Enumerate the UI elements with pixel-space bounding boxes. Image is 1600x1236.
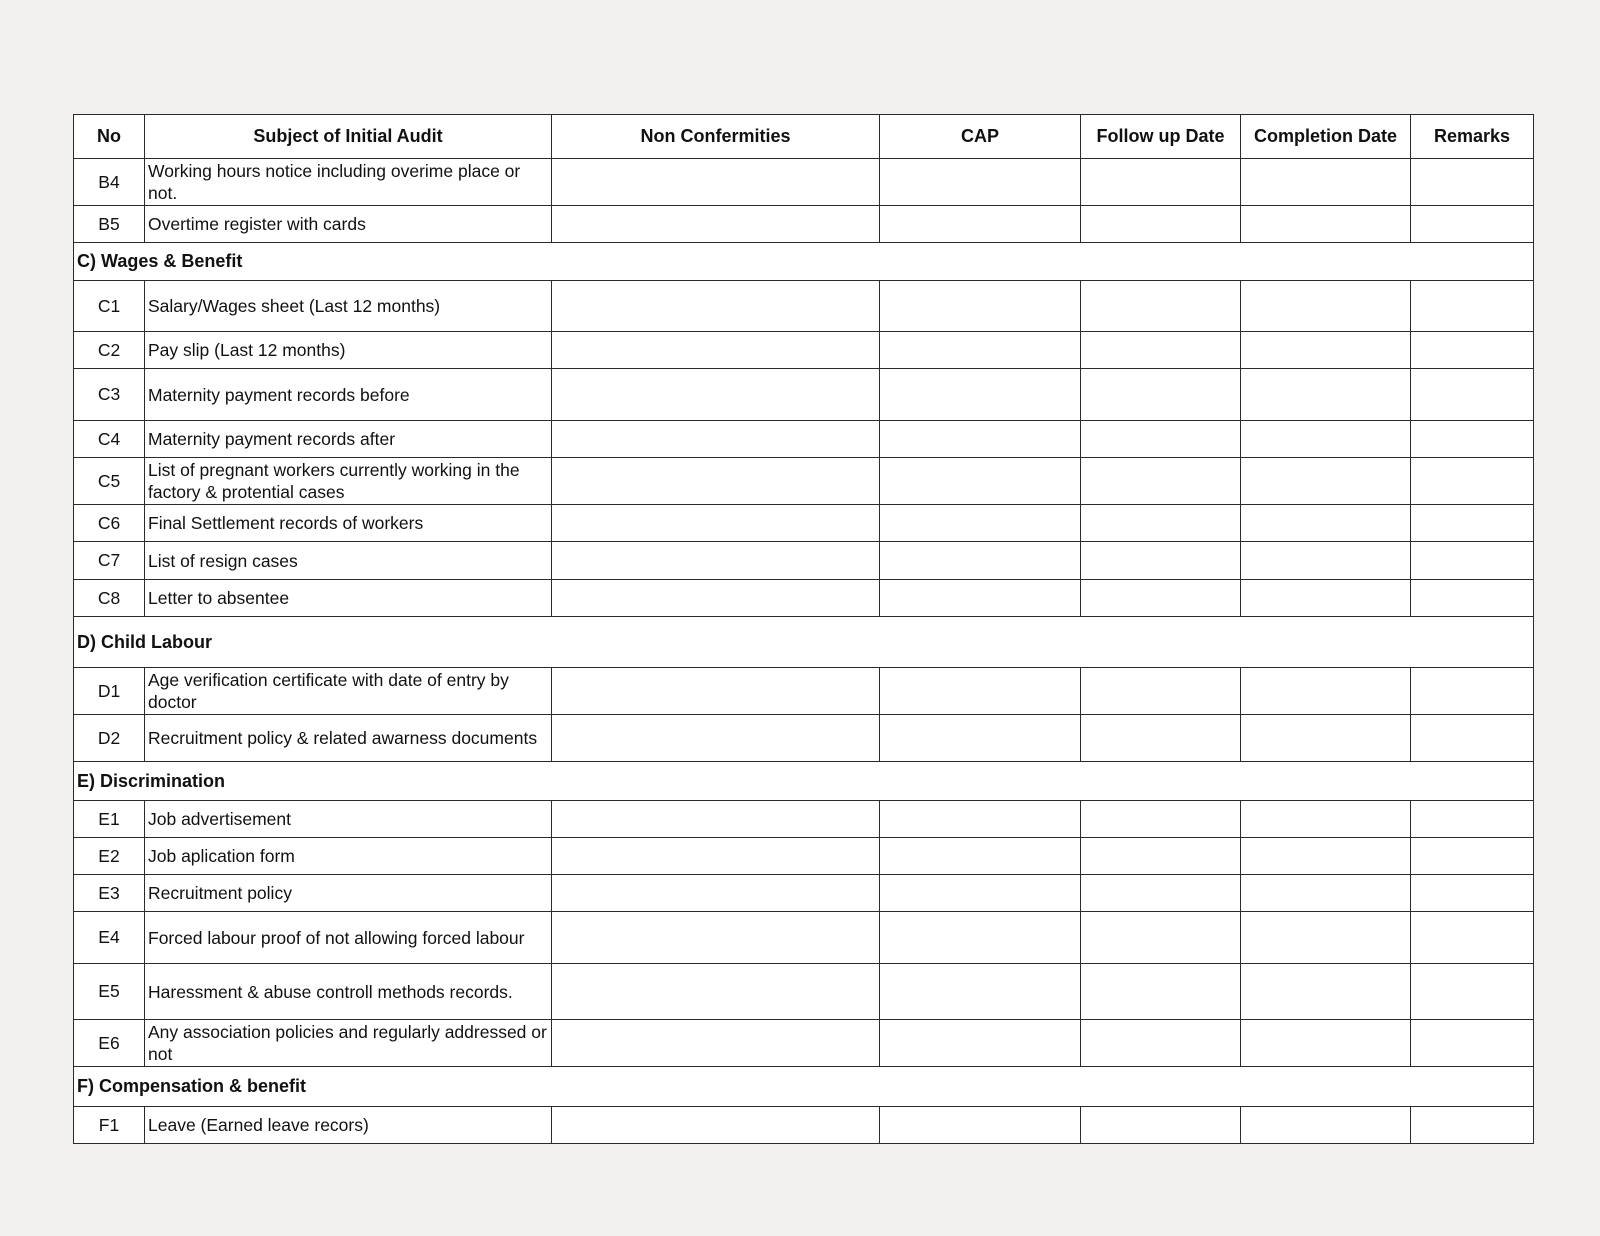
non-conformities-cell[interactable] — [552, 421, 880, 458]
audit-table — [73, 114, 1534, 1144]
follow-up-date-cell[interactable] — [1081, 668, 1241, 715]
table-row — [74, 458, 1534, 505]
remarks-cell[interactable] — [1411, 159, 1534, 206]
non-conformities-cell[interactable] — [552, 458, 880, 505]
remarks-cell[interactable] — [1411, 1107, 1534, 1144]
table-row — [74, 912, 1534, 964]
row-no: C8 — [74, 580, 145, 617]
remarks-cell[interactable] — [1411, 369, 1534, 421]
follow-up-date-cell[interactable] — [1081, 715, 1241, 762]
row-subject: Maternity payment records before — [145, 369, 552, 421]
cap-cell[interactable] — [880, 369, 1081, 421]
section-title: E) Discrimination — [74, 762, 1534, 801]
cap-cell[interactable] — [880, 801, 1081, 838]
table-row — [74, 332, 1534, 369]
non-conformities-cell[interactable] — [552, 159, 880, 206]
follow-up-date-cell[interactable] — [1081, 838, 1241, 875]
table-body — [74, 159, 1534, 1144]
remarks-cell[interactable] — [1411, 1020, 1534, 1067]
completion-date-cell[interactable] — [1241, 912, 1411, 964]
row-no: C4 — [74, 421, 145, 458]
row-no: E5 — [74, 964, 145, 1020]
remarks-cell[interactable] — [1411, 542, 1534, 580]
row-no: C2 — [74, 332, 145, 369]
row-subject: Overtime register with cards — [145, 206, 552, 243]
row-no: D1 — [74, 668, 145, 715]
non-conformities-cell[interactable] — [552, 1107, 880, 1144]
cap-cell[interactable] — [880, 505, 1081, 542]
non-conformities-cell[interactable] — [552, 1020, 880, 1067]
follow-up-date-cell[interactable] — [1081, 912, 1241, 964]
follow-up-date-cell[interactable] — [1081, 369, 1241, 421]
remarks-cell[interactable] — [1411, 715, 1534, 762]
follow-up-date-cell[interactable] — [1081, 875, 1241, 912]
row-subject: Salary/Wages sheet (Last 12 months) — [145, 281, 552, 332]
row-subject: Job aplication form — [145, 838, 552, 875]
row-subject: Forced labour proof of not allowing forced labour — [145, 912, 552, 964]
completion-date-cell[interactable] — [1241, 1020, 1411, 1067]
row-subject: Recruitment policy — [145, 875, 552, 912]
completion-date-cell[interactable] — [1241, 964, 1411, 1020]
cap-cell[interactable] — [880, 281, 1081, 332]
remarks-cell[interactable] — [1411, 206, 1534, 243]
section-row — [74, 243, 1534, 281]
row-subject: Any association policies and regularly addressed or not — [145, 1020, 552, 1067]
row-no: C3 — [74, 369, 145, 421]
completion-date-cell[interactable] — [1241, 206, 1411, 243]
completion-date-cell[interactable] — [1241, 580, 1411, 617]
table-row — [74, 668, 1534, 715]
follow-up-date-cell[interactable] — [1081, 458, 1241, 505]
remarks-cell[interactable] — [1411, 421, 1534, 458]
cap-cell[interactable] — [880, 875, 1081, 912]
non-conformities-cell[interactable] — [552, 875, 880, 912]
follow-up-date-cell[interactable] — [1081, 332, 1241, 369]
completion-date-cell[interactable] — [1241, 542, 1411, 580]
non-conformities-cell[interactable] — [552, 505, 880, 542]
section-title: F) Compensation & benefit — [74, 1067, 1534, 1107]
follow-up-date-cell[interactable] — [1081, 206, 1241, 243]
non-conformities-cell[interactable] — [552, 580, 880, 617]
header-cap: CAP — [880, 115, 1081, 159]
remarks-cell[interactable] — [1411, 458, 1534, 505]
row-no: C5 — [74, 458, 145, 505]
table-row — [74, 369, 1534, 421]
remarks-cell[interactable] — [1411, 332, 1534, 369]
follow-up-date-cell[interactable] — [1081, 964, 1241, 1020]
table-row — [74, 801, 1534, 838]
remarks-cell[interactable] — [1411, 964, 1534, 1020]
header-subject: Subject of Initial Audit — [145, 115, 552, 159]
follow-up-date-cell[interactable] — [1081, 505, 1241, 542]
non-conformities-cell[interactable] — [552, 542, 880, 580]
header-remarks: Remarks — [1411, 115, 1534, 159]
row-subject: Working hours notice including overime place or not. — [145, 159, 552, 206]
row-no: E6 — [74, 1020, 145, 1067]
remarks-cell[interactable] — [1411, 505, 1534, 542]
completion-date-cell[interactable] — [1241, 332, 1411, 369]
row-no: E2 — [74, 838, 145, 875]
follow-up-date-cell[interactable] — [1081, 281, 1241, 332]
header-follow-up-date: Follow up Date — [1081, 115, 1241, 159]
completion-date-cell[interactable] — [1241, 875, 1411, 912]
follow-up-date-cell[interactable] — [1081, 580, 1241, 617]
remarks-cell[interactable] — [1411, 875, 1534, 912]
completion-date-cell[interactable] — [1241, 369, 1411, 421]
non-conformities-cell[interactable] — [552, 369, 880, 421]
row-subject: Haressment & abuse controll methods records. — [145, 964, 552, 1020]
table-row — [74, 838, 1534, 875]
remarks-cell[interactable] — [1411, 580, 1534, 617]
completion-date-cell[interactable] — [1241, 801, 1411, 838]
row-no: B4 — [74, 159, 145, 206]
row-subject: Age verification certificate with date of entry by doctor — [145, 668, 552, 715]
header-non-conformities: Non Confermities — [552, 115, 880, 159]
table-row — [74, 505, 1534, 542]
completion-date-cell[interactable] — [1241, 505, 1411, 542]
row-no: C1 — [74, 281, 145, 332]
remarks-cell[interactable] — [1411, 912, 1534, 964]
follow-up-date-cell[interactable] — [1081, 801, 1241, 838]
table-row — [74, 421, 1534, 458]
cap-cell[interactable] — [880, 1107, 1081, 1144]
follow-up-date-cell[interactable] — [1081, 1020, 1241, 1067]
row-subject: Leave (Earned leave recors) — [145, 1107, 552, 1144]
non-conformities-cell[interactable] — [552, 838, 880, 875]
row-no: C6 — [74, 505, 145, 542]
header-completion-date: Completion Date — [1241, 115, 1411, 159]
completion-date-cell[interactable] — [1241, 281, 1411, 332]
follow-up-date-cell[interactable] — [1081, 1107, 1241, 1144]
table-row — [74, 964, 1534, 1020]
row-subject: List of resign cases — [145, 542, 552, 580]
table-row — [74, 875, 1534, 912]
row-subject: Pay slip (Last 12 months) — [145, 332, 552, 369]
remarks-cell[interactable] — [1411, 668, 1534, 715]
non-conformities-cell[interactable] — [552, 801, 880, 838]
row-no: E1 — [74, 801, 145, 838]
cap-cell[interactable] — [880, 421, 1081, 458]
row-subject: Recruitment policy & related awarness documents — [145, 715, 552, 762]
table-row — [74, 715, 1534, 762]
row-no: D2 — [74, 715, 145, 762]
completion-date-cell[interactable] — [1241, 838, 1411, 875]
non-conformities-cell[interactable] — [552, 668, 880, 715]
row-no: B5 — [74, 206, 145, 243]
row-subject: Maternity payment records after — [145, 421, 552, 458]
completion-date-cell[interactable] — [1241, 159, 1411, 206]
completion-date-cell[interactable] — [1241, 458, 1411, 505]
table-row — [74, 1020, 1534, 1067]
cap-cell[interactable] — [880, 332, 1081, 369]
non-conformities-cell[interactable] — [552, 912, 880, 964]
row-no: F1 — [74, 1107, 145, 1144]
table-row — [74, 1107, 1534, 1144]
non-conformities-cell[interactable] — [552, 281, 880, 332]
cap-cell[interactable] — [880, 206, 1081, 243]
completion-date-cell[interactable] — [1241, 668, 1411, 715]
row-subject: Job advertisement — [145, 801, 552, 838]
non-conformities-cell[interactable] — [552, 206, 880, 243]
remarks-cell[interactable] — [1411, 838, 1534, 875]
section-title: C) Wages & Benefit — [74, 243, 1534, 281]
section-title: D) Child Labour — [74, 617, 1534, 668]
follow-up-date-cell[interactable] — [1081, 542, 1241, 580]
cap-cell[interactable] — [880, 1020, 1081, 1067]
cap-cell[interactable] — [880, 159, 1081, 206]
table-row — [74, 542, 1534, 580]
header-row — [74, 115, 1534, 159]
cap-cell[interactable] — [880, 542, 1081, 580]
row-no: E4 — [74, 912, 145, 964]
table-row — [74, 159, 1534, 206]
row-no: E3 — [74, 875, 145, 912]
section-row — [74, 762, 1534, 801]
row-subject: List of pregnant workers currently working in the factory & protential cases — [145, 458, 552, 505]
cap-cell[interactable] — [880, 912, 1081, 964]
cap-cell[interactable] — [880, 580, 1081, 617]
header-no: No — [74, 115, 145, 159]
table-row — [74, 281, 1534, 332]
non-conformities-cell[interactable] — [552, 332, 880, 369]
cap-cell[interactable] — [880, 964, 1081, 1020]
section-row — [74, 1067, 1534, 1107]
non-conformities-cell[interactable] — [552, 715, 880, 762]
remarks-cell[interactable] — [1411, 281, 1534, 332]
cap-cell[interactable] — [880, 715, 1081, 762]
cap-cell[interactable] — [880, 838, 1081, 875]
table-row — [74, 580, 1534, 617]
cap-cell[interactable] — [880, 668, 1081, 715]
row-subject: Letter to absentee — [145, 580, 552, 617]
completion-date-cell[interactable] — [1241, 421, 1411, 458]
remarks-cell[interactable] — [1411, 801, 1534, 838]
non-conformities-cell[interactable] — [552, 964, 880, 1020]
section-row — [74, 617, 1534, 668]
follow-up-date-cell[interactable] — [1081, 421, 1241, 458]
table-row — [74, 206, 1534, 243]
cap-cell[interactable] — [880, 458, 1081, 505]
row-subject: Final Settlement records of workers — [145, 505, 552, 542]
completion-date-cell[interactable] — [1241, 715, 1411, 762]
completion-date-cell[interactable] — [1241, 1107, 1411, 1144]
row-no: C7 — [74, 542, 145, 580]
follow-up-date-cell[interactable] — [1081, 159, 1241, 206]
